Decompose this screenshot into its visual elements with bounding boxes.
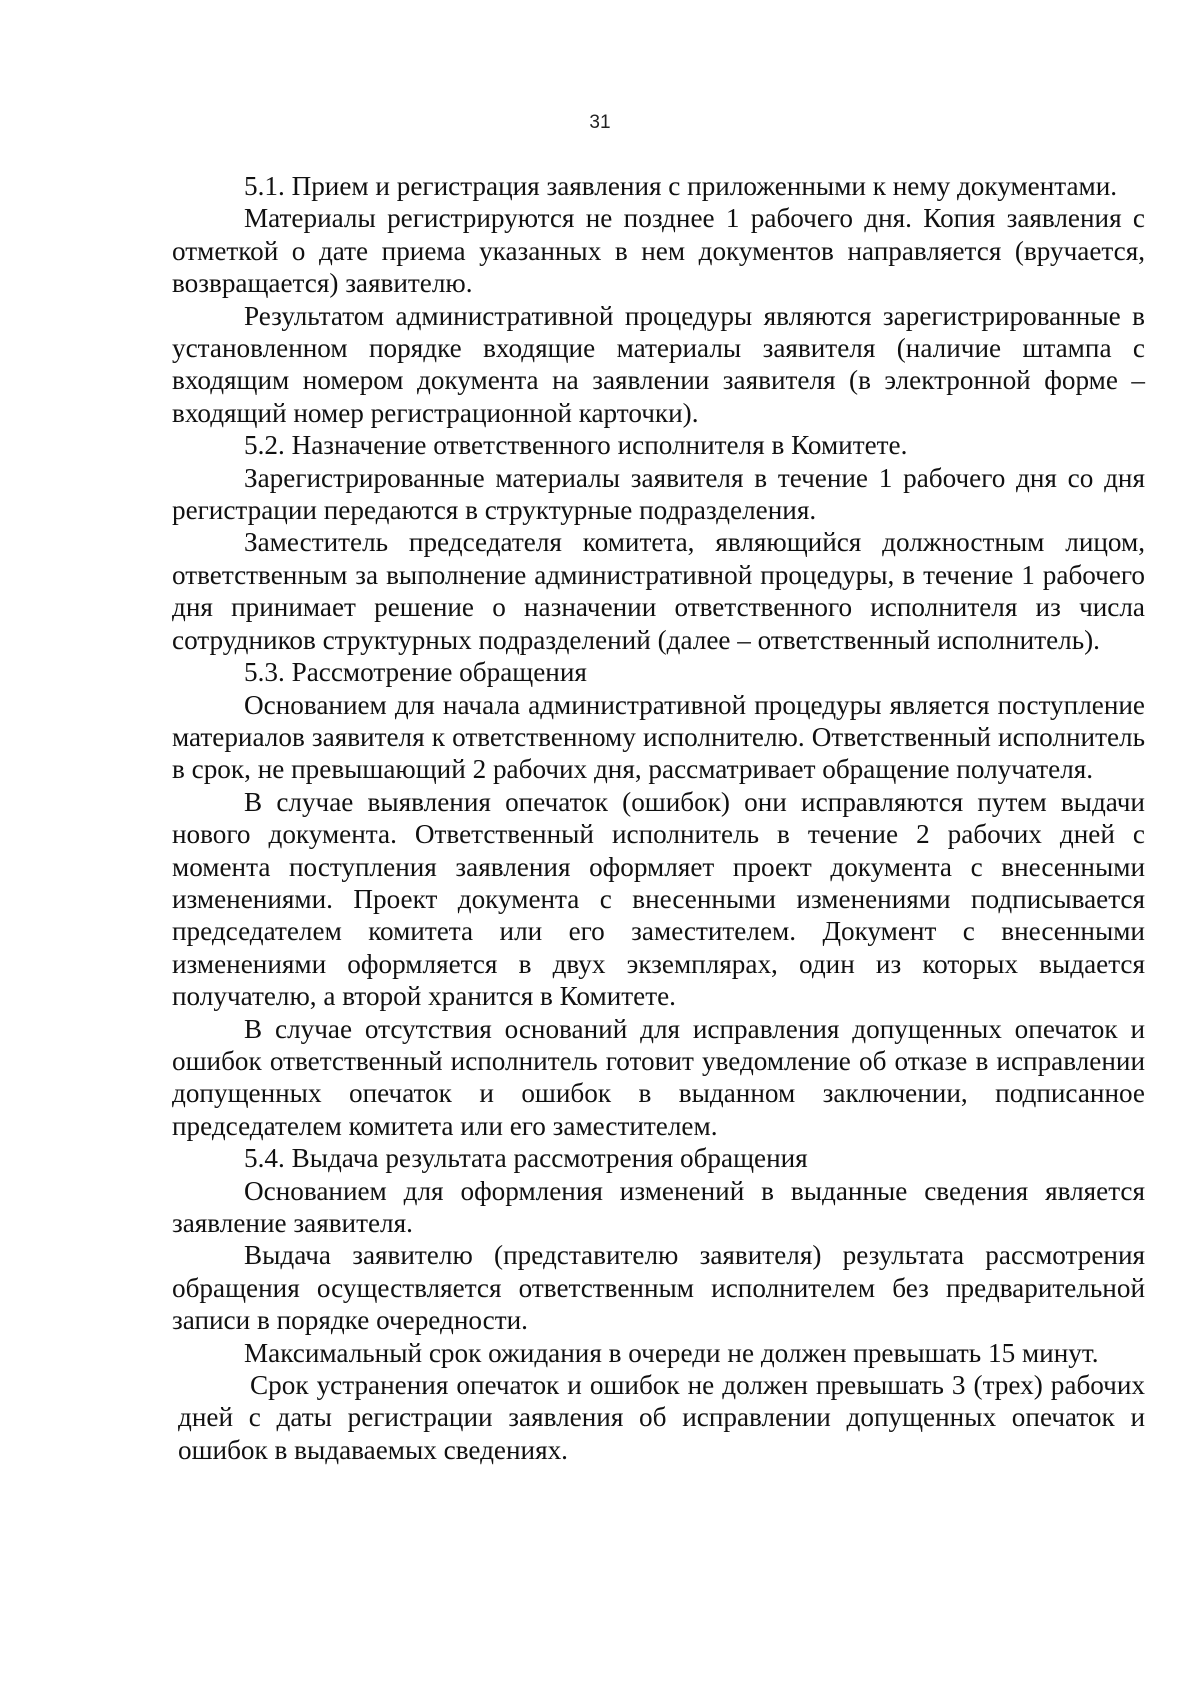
paragraph-correction-deadline: Срок устранения опечаток и ошибок не должен превышать 3 (трех) рабочих дней с даты регистрации заявления об исправлении допущенных опечаток и ошибок в выдаваемых сведениях. [178,1370,1145,1465]
paragraph-5-2-heading: 5.2. Назначение ответственного исполнителя в Комитете. [244,430,908,461]
paragraph-5-1-heading: 5.1. Прием и регистрация заявления с приложенными к нему документами. [244,171,1118,201]
paragraph-queue-wait-time: Максимальный срок ожидания в очереди не должен превышать 15 минут. [244,1337,1099,1368]
paragraph-transfer-to-units: Зарегистрированные материалы заявителя в течение 1 рабочего дня со дня регистрации передаются в структурные подразделения. [172,462,1145,526]
paragraph-review-basis: Основанием для начала административной процедуры является поступление материалов заявителя к ответственному исполнителю. Ответственный исполнитель в срок, не превышающий 2 рабочих дня, рассматривает обращение получателя. [172,689,1145,785]
page-number: 31 [589,112,611,133]
paragraph-registration-term: Материалы регистрируются не позднее 1 рабочего дня. Копия заявления с отметкой о дате приема указанных в нем документов направляется (вручается, возвращается) заявителю. [172,203,1145,299]
paragraph-result-issuance: Выдача заявителю (представителю заявителя) результата рассмотрения обращения осуществляется ответственным исполнителем без предварительной записи в порядке очередности. [172,1240,1145,1336]
paragraph-5-3-heading: 5.3. Рассмотрение обращения [244,657,587,688]
paragraph-changes-basis: Основанием для оформления изменений в выданные сведения является заявление заявителя. [172,1175,1145,1238]
paragraph-registration-result: Результатом административной процедуры являются зарегистрированные в установленном порядке входящие материалы заявителя (наличие штампа с входящим номером документа на заявлении заявителя (в электронной форме – входящий номер регистрационной карточки). [172,300,1145,428]
paragraph-typo-correction: В случае выявления опечаток (ошибок) они исправляются путем выдачи нового документа. Ответственный исполнитель в течение 2 рабочих дней с момента поступления заявления оформляет проект документа с внесенными изменениями. Проект документа с внесенными изменениями подписывается председателем комитета или его заместителем. Документ с внесенными изменениями оформляется в двух экземплярах, один из которых выдается получателю, а второй хранится в Комитете. [172,786,1145,1012]
paragraph-5-4-heading: 5.4. Выдача результата рассмотрения обращения [244,1143,808,1174]
paragraph-appointment-decision: Заместитель председателя комитета, являющийся должностным лицом, ответственным за выполнение административной процедуры, в течение 1 рабочего дня принимает решение о назначении ответственного исполнителя из числа сотрудников структурных подразделений (далее – ответственный исполнитель). [172,527,1145,655]
document-body [172,170,1145,1466]
paragraph-refusal-notice: В случае отсутствия оснований для исправления допущенных опечаток и ошибок ответственный исполнитель готовит уведомление об отказе в исправлении допущенных опечаток и ошибок в выданном заключении, подписанное председателем комитета или его заместителем. [172,1013,1145,1141]
